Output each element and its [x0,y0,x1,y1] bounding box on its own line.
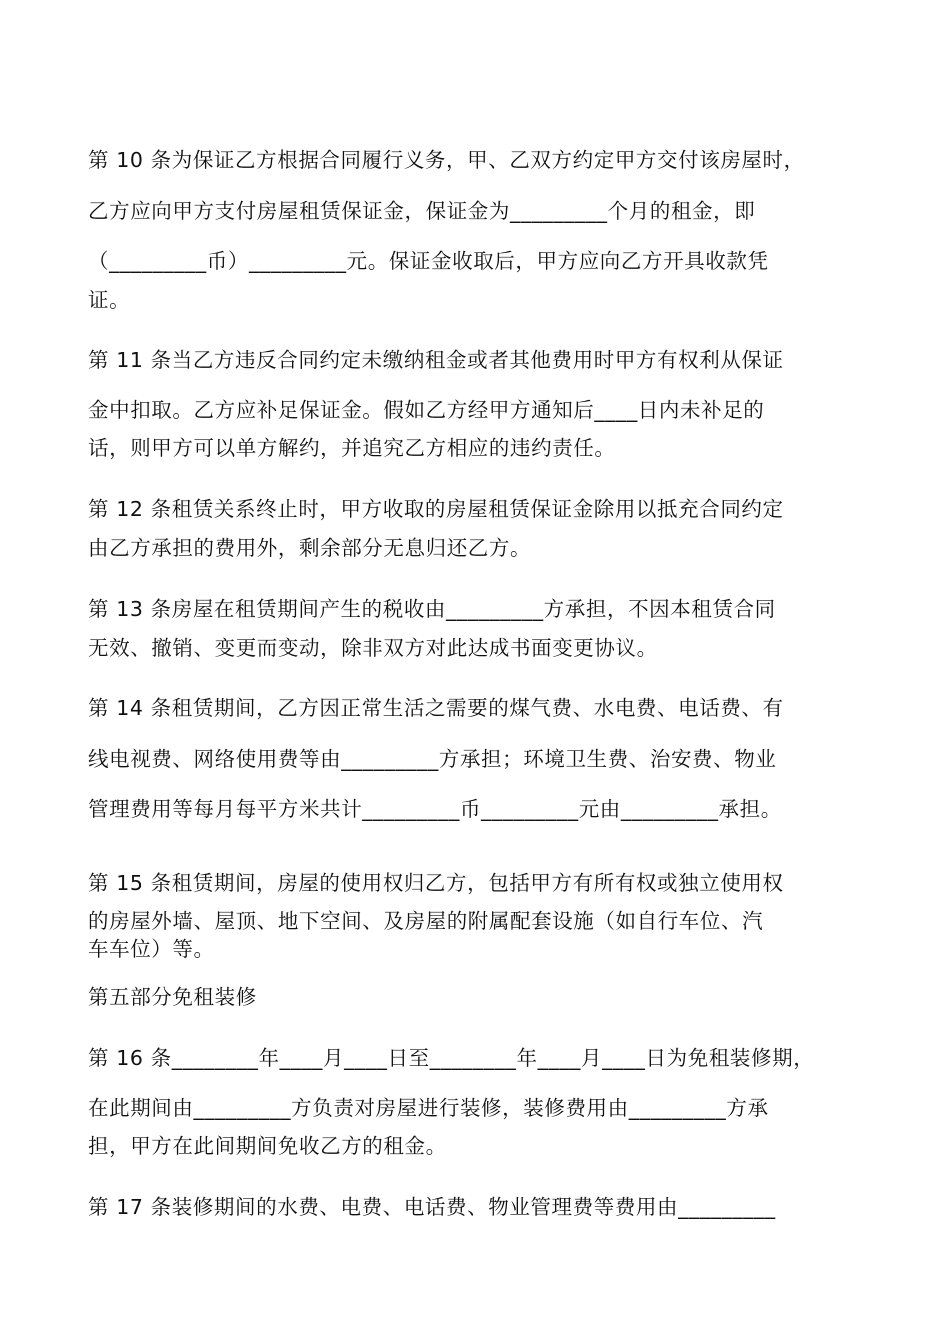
text-line: 第 12 条租赁关系终止时，甲方收取的房屋租赁保证金除用以抵充合同约定 [88,497,784,521]
text-line: 线电视费、网络使用费等由_________方承担；环境卫生费、治安费、物业 [88,747,777,771]
text-line: （_________币）_________元。保证金收取后，甲方应向乙方开具收款凭 [88,249,769,273]
text-line: 在此期间由_________方负责对房屋进行装修，装修费用由_________方承 [88,1096,769,1120]
text-line: 的房屋外墙、屋顶、地下空间、及房屋的附属配套设施（如自行车位、汽 [88,909,764,933]
text-line: 证。 [88,288,131,312]
text-line: 第 13 条房屋在租赁期间产生的税收由_________方承担，不因本租赁合同 [88,597,776,621]
text-line: 乙方应向甲方支付房屋租赁保证金，保证金为_________个月的租金，即 [88,199,756,223]
text-line: 第 17 条装修期间的水费、电费、电话费、物业管理费等费用由_________ [88,1195,776,1219]
text-line: 第 14 条租赁期间，乙方因正常生活之需要的煤气费、水电费、电话费、有 [88,696,784,720]
text-line: 无效、撤销、变更而变动，除非双方对此达成书面变更协议。 [88,636,658,660]
text-line: 管理费用等每月每平方米共计_________币_________元由_________承担。 [88,797,782,821]
section-heading: 第五部分免租装修 [88,985,257,1009]
text-line: 话，则甲方可以单方解约，并追究乙方相应的违约责任。 [88,436,616,460]
text-line: 由乙方承担的费用外，剩余部分无息归还乙方。 [88,536,532,560]
text-line: 金中扣取。乙方应补足保证金。假如乙方经甲方通知后____日内未补足的 [88,398,765,422]
text-line: 第 11 条当乙方违反合同约定未缴纳租金或者其他费用时甲方有权利从保证 [88,348,784,372]
text-line: 第 15 条租赁期间，房屋的使用权归乙方，包括甲方有所有权或独立使用权 [88,871,784,895]
text-line: 担，甲方在此间期间免收乙方的租金。 [88,1134,447,1158]
text-line: 第 10 条为保证乙方根据合同履行义务，甲、乙双方约定甲方交付该房屋时， [88,148,805,172]
text-line: 第 16 条________年____月____日至________年____月____日为免租装修期， [88,1046,815,1070]
text-line: 车车位）等。 [88,937,215,961]
